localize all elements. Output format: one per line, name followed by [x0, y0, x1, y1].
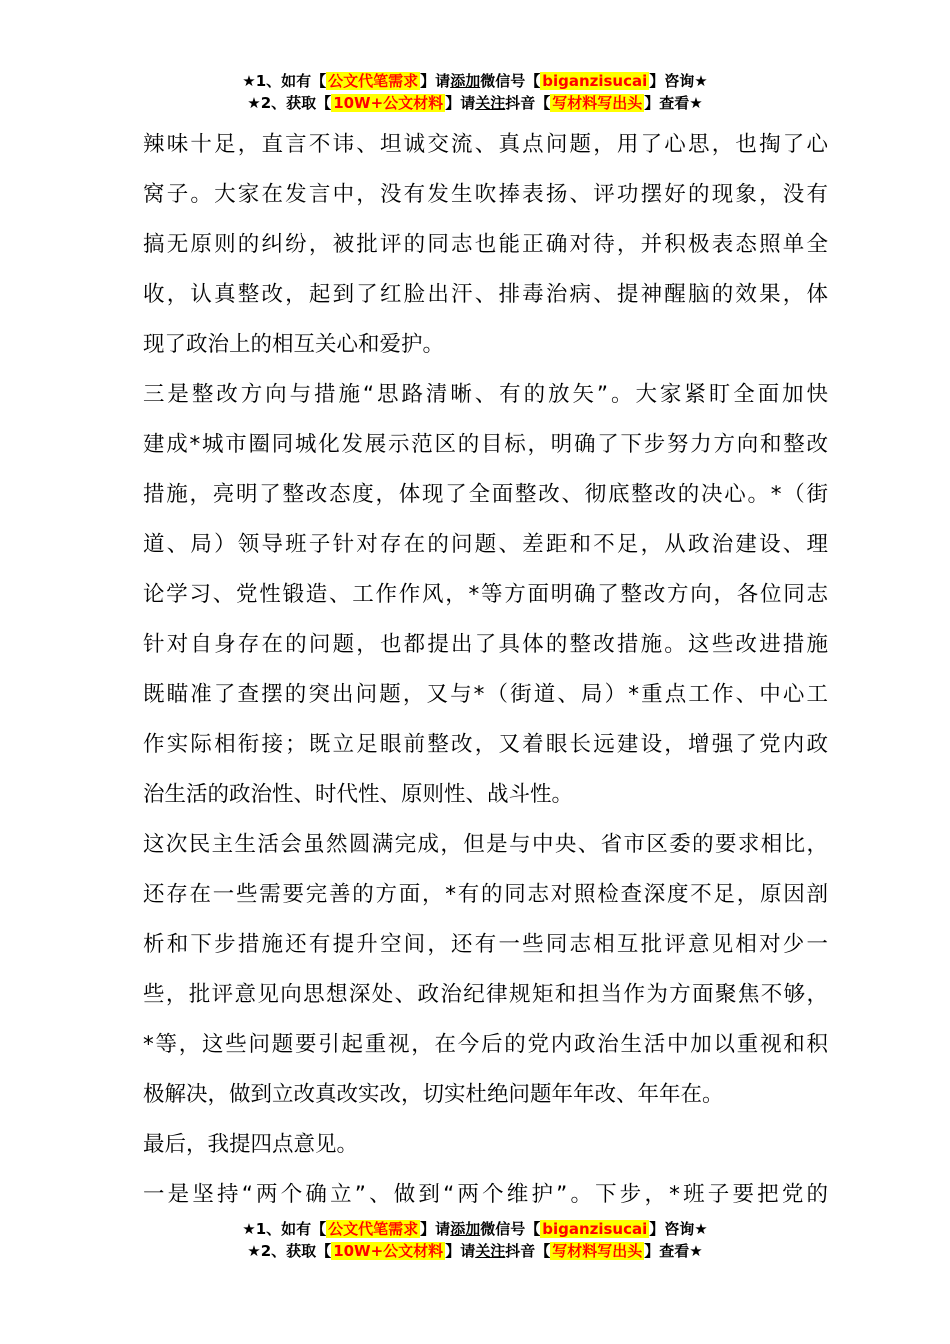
promo-text: 抖音【 — [505, 1242, 551, 1260]
text-line: *等，这些问题要引起重视，在今后的党内政治生活中加以重视和积 — [143, 1032, 828, 1057]
text-line: 既瞄准了查摆的突出问题，又与*（街道、局）*重点工作、中心工 — [143, 682, 828, 707]
text-line: 一是坚持“两个确立”、做到“两个维护”。下步，*班子要把党的 — [143, 1182, 828, 1207]
text-line: 这次民主生活会虽然圆满完成，但是与中央、省市区委的要求相比， — [143, 832, 828, 857]
promo-text: 】查看★ — [644, 1242, 703, 1260]
promo-text: 微信号【 — [480, 72, 541, 90]
promo-line-2 — [0, 1240, 950, 1262]
promo-underlined-text: 关注 — [475, 1242, 506, 1260]
promo-text: 】咨询★ — [649, 72, 708, 90]
promo-text: 抖音【 — [505, 94, 551, 112]
highlight-materials: 10W+公文材料 — [333, 1242, 444, 1260]
text-line: 最后，我提四点意见。 — [143, 1132, 359, 1157]
promo-line-1 — [0, 70, 950, 92]
text-line: 收，认真整改，起到了红脸出汗、排毒治病、提神醒脑的效果，体 — [143, 282, 828, 307]
highlight-materials: 10W+公文材料 — [333, 94, 444, 112]
highlight-wechat-id: biganzisucai — [542, 1220, 648, 1238]
highlight-wechat-id: biganzisucai — [542, 72, 648, 90]
text-line: 建成*城市圈同城化发展示范区的目标，明确了下步努力方向和整改 — [143, 432, 828, 457]
promo-text: 】请 — [445, 94, 476, 112]
text-line: 作实际相衔接；既立足眼前整改，又着眼长远建设，增强了党内政 — [143, 732, 828, 757]
paragraph — [143, 1120, 828, 1170]
promo-text: ★2、获取【 — [247, 94, 332, 112]
promo-line-2 — [0, 92, 950, 114]
promo-text: ★1、如有【 — [242, 72, 327, 90]
text-line: 论学习、党性锻造、工作作风，*等方面明确了整改方向，各位同志 — [143, 582, 828, 607]
text-line: 措施，亮明了整改态度，体现了全面整改、彻底整改的决心。*（街 — [143, 482, 828, 507]
promo-text: ★1、如有【 — [242, 1220, 327, 1238]
highlight-service: 公文代笔需求 — [328, 1220, 419, 1238]
highlight-douyin-account: 写材料写出头 — [552, 1242, 643, 1260]
text-line: 治生活的政治性、时代性、原则性、战斗性。 — [143, 782, 574, 807]
promo-underlined-text: 添加 — [450, 72, 481, 90]
promo-text: 】请 — [420, 1220, 451, 1238]
document-body — [143, 120, 828, 1220]
promo-text: 】查看★ — [644, 94, 703, 112]
text-line: 析和下步措施还有提升空间，还有一些同志相互批评意见相对少一 — [143, 932, 828, 957]
paragraph — [143, 370, 828, 820]
text-line: 辣味十足，直言不讳、坦诚交流、真点问题，用了心思，也掏了心 — [143, 132, 828, 157]
text-line: 窝子。大家在发言中，没有发生吹捧表扬、评功摆好的现象，没有 — [143, 182, 828, 207]
highlight-douyin-account: 写材料写出头 — [552, 94, 643, 112]
text-line: 些，批评意见向思想深处、政治纪律规矩和担当作为方面聚焦不够， — [143, 982, 828, 1007]
promo-text: 】咨询★ — [649, 1220, 708, 1238]
paragraph — [143, 1170, 828, 1220]
promo-underlined-text: 添加 — [450, 1220, 481, 1238]
promo-text: 】请 — [445, 1242, 476, 1260]
promo-line-1 — [0, 1218, 950, 1240]
promo-text: 微信号【 — [480, 1220, 541, 1238]
text-line: 道、局）领导班子针对存在的问题、差距和不足，从政治建设、理 — [143, 532, 828, 557]
paragraph — [143, 820, 828, 1120]
promo-text: ★2、获取【 — [247, 1242, 332, 1260]
promo-underlined-text: 关注 — [475, 94, 506, 112]
text-line: 搞无原则的纠纷，被批评的同志也能正确对待，并积极表态照单全 — [143, 232, 828, 257]
text-line: 针对自身存在的问题，也都提出了具体的整改措施。这些改进措施 — [143, 632, 828, 657]
text-line: 现了政治上的相互关心和爱护。 — [143, 332, 445, 357]
paragraph — [143, 120, 828, 370]
promo-banner-bottom — [0, 1218, 950, 1262]
promo-banner-top — [0, 70, 950, 114]
highlight-service: 公文代笔需求 — [328, 72, 419, 90]
promo-text: 】请 — [420, 72, 451, 90]
text-line: 还存在一些需要完善的方面，*有的同志对照检查深度不足，原因剖 — [143, 882, 828, 907]
text-line: 三是整改方向与措施“思路清晰、有的放矢”。大家紧盯全面加快 — [143, 382, 828, 407]
text-line: 极解决，做到立改真改实改，切实杜绝问题年年改、年年在。 — [143, 1082, 724, 1107]
